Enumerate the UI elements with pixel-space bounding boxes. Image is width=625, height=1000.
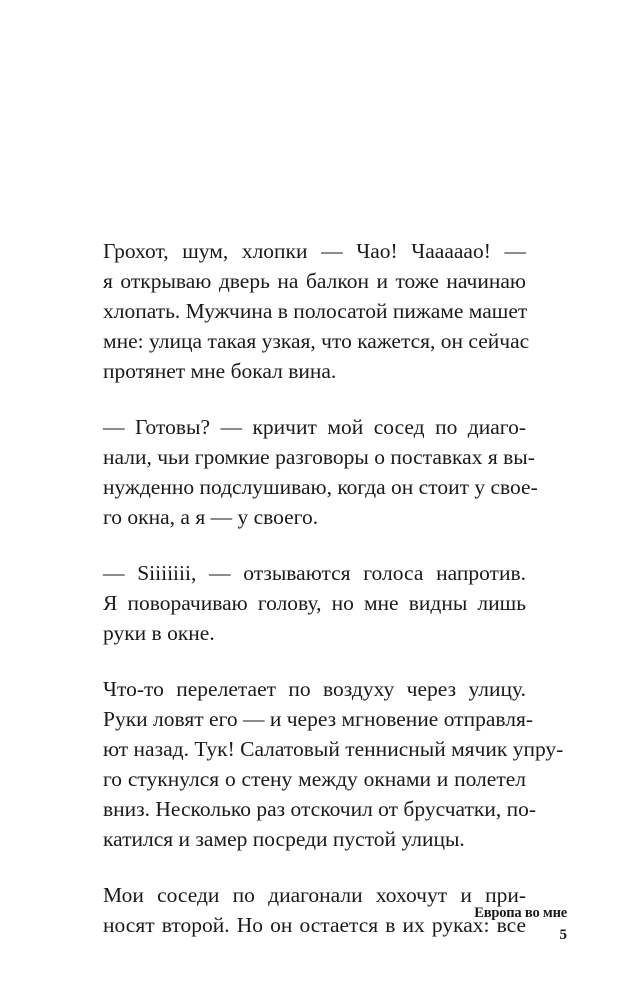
text-line: — Готовы? — кричит мой сосед по диаго-	[103, 415, 526, 439]
text-line: Что-то перелетает по воздуху через улицу.	[103, 677, 526, 701]
paragraph-5	[103, 880, 526, 940]
text-line: катился и замер посреди пустой улицы.	[103, 827, 465, 851]
text-line: Руки ловят его — и через мгновение отправля-	[103, 707, 534, 731]
text-line: вниз. Несколько раз отскочил от брусчатки, по-	[103, 797, 537, 821]
text-line: протянет мне бокал вина.	[103, 359, 337, 383]
text-line: я открываю дверь на балкон и тоже начинаю	[103, 269, 526, 293]
text-line: ют назад. Тук! Салатовый теннисный мячик упру-	[103, 737, 564, 761]
text-line: хлопать. Мужчина в полосатой пижаме машет	[103, 299, 528, 323]
text-line: нали, чьи громкие разговоры о поставках я вы-	[103, 445, 535, 469]
text-line: Грохот, шум, хлопки — Чао! Чаааааo! —	[103, 239, 526, 263]
text-line: го стукнулся о стену между окнами и полетел	[103, 767, 526, 791]
text-line: мне: улица такая узкая, что кажется, он сейчас	[103, 329, 530, 353]
text-line: Мои соседи по диагонали хохочут и при-	[103, 883, 526, 907]
paragraph-1	[103, 236, 530, 386]
text-line: го окна, а я — у своего.	[103, 505, 319, 529]
text-line: нужденно подслушиваю, когда он стоит у свое-	[103, 475, 538, 499]
text-line: Я поворачиваю голову, но мне видны лишь	[103, 591, 526, 615]
text-line: руки в окне.	[103, 621, 215, 645]
body-text	[103, 236, 564, 966]
page-number: 5	[559, 927, 567, 943]
text-line: — Siiiiiii, — отзываются голоса напротив.	[103, 561, 526, 585]
paragraph-3	[103, 558, 526, 648]
paragraph-2	[103, 412, 538, 532]
running-title: Европа во мне	[474, 905, 567, 921]
paragraph-4	[103, 674, 564, 854]
text-line: носят второй. Но он остается в их руках: все	[103, 913, 526, 937]
